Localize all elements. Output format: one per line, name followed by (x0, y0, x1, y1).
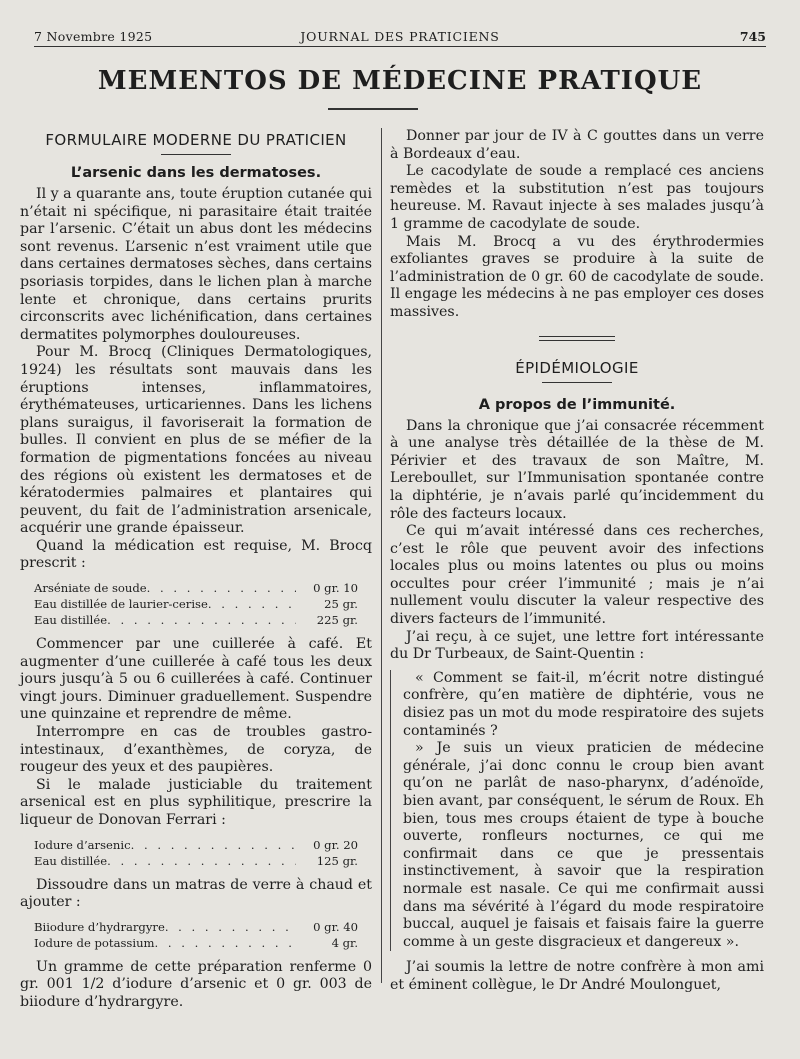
paragraph: Dans la chronique que j’ai consacrée récemment à une analyse très détaillée de la thèse de M. Périvier et des travaux de son Maître, M. Lereboullet, sur l’Immunisation spontanée contre la diphtérie, je n’avais parlé qu’incidemment du rôle des facteurs locaux. (390, 417, 764, 522)
section-rule (542, 382, 612, 383)
ingredient-name: Iodure de potassium (34, 935, 155, 950)
prescription-line (34, 837, 372, 853)
section-divider (539, 336, 615, 341)
ingredient-quantity: 25 gr. (324, 597, 358, 612)
page-title: MEMENTOS DE MÉDECINE PRATIQUE (97, 66, 703, 96)
paragraph: Commencer par une cuillerée à café. Et augmenter d’une cuillerée à café tous les deux jours jusqu’à 5 ou 6 cuillerées à café. Continuer vingt jours. Diminuer graduellement. Suspendre une quinzaine et reprendre de même. (20, 636, 372, 723)
ingredient-quantity: 125 gr. (316, 853, 358, 868)
dot-leader (165, 919, 296, 935)
paragraph: Interrompre en cas de troubles gastro-intestinaux, d’exanthèmes, de coryza, de rougeur des yeux et des paupières. (20, 724, 372, 776)
section-heading: FORMULAIRE MODERNE DU PRATICIEN (45, 131, 347, 149)
dot-leader (107, 612, 296, 628)
ingredient-quantity: 0 gr. 10 (313, 581, 358, 596)
article-title: L’arsenic dans les dermatoses. (70, 165, 322, 181)
issue-date: 7 Novembre 1925 (34, 29, 153, 44)
quoted-letter: » Je suis un vieux praticien de médecine générale, j’ai donc connu le croup bien avant qu’on ne parlât de naso-pharynx, d’adénoïde, bien avant, par conséquent, le sérum de Roux. Eh bien, tous mes croups étaient de type à bouche ouverte, ronfleurs nocturnes, ce qui me confirmait dans ce que je pressentais instinctivement, à savoir que la respiration normale est nasale. Ce qui me confirmait aussi dans ma sévérité à l’égard du mode respiratoire buccal, auquel je faisais et faisais faire la guerre comme à un geste disgracieux et dangereux ». (390, 740, 764, 951)
ingredient-quantity: 4 gr. (331, 935, 358, 950)
section-rule (161, 154, 231, 155)
dot-leader (155, 935, 296, 951)
prescription (34, 919, 372, 951)
ingredient-quantity: 0 gr. 40 (313, 919, 358, 934)
paragraph: Dissoudre dans un matras de verre à chaud et ajouter : (20, 876, 372, 911)
article-title: A propos de l’immunité. (478, 396, 676, 413)
ingredient-name: Iodure d’arsenic (34, 837, 131, 852)
prescription-line (34, 853, 372, 869)
page-number: 745 (739, 29, 766, 44)
paragraph: Si le malade justiciable du traitement arsenical est en plus syphilitique, prescrire la liqueur de Donovan Ferrari : (20, 776, 372, 828)
journal-name: JOURNAL DES PRATICIENS (300, 29, 500, 44)
paragraph: Donner par jour de IV à C gouttes dans un verre à Bordeaux d’eau. (390, 128, 764, 162)
paragraph: Il y a quarante ans, toute éruption cutanée qui n’était ni spécifique, ni parasitaire était traitée par l’arsenic. C’était un abus dont les médecins sont revenus. L’arsenic n’est vraiment utile que dans certaines dermatoses sèches, dans certains psoriasis torpides, dans le lichen plan à marche lente et chronique, dans certains prurits circonscrits avec lichénification, dans certaines dermatites polymorphes douloureuses. (20, 186, 372, 343)
ingredient-name: Arséniate de soude (34, 581, 147, 596)
ingredient-quantity: 225 gr. (316, 613, 358, 628)
ingredient-name: Eau distillée (34, 613, 108, 628)
paragraph: Mais M. Brocq a vu des érythrodermies exfoliantes graves se produire à la suite de l’administration de 0 gr. 60 de cacodylate de soude. Il engage les médecins à ne pas employer ces doses massives. (390, 233, 764, 320)
prescription-line (34, 612, 372, 628)
ingredient-name: Eau distillée (34, 853, 108, 868)
running-header (34, 29, 766, 47)
dot-leader (107, 853, 296, 869)
prescription (34, 837, 372, 869)
column-separator (381, 128, 382, 983)
dot-leader (131, 837, 296, 853)
prescription-line (34, 935, 372, 951)
paragraph: Pour M. Brocq (Cliniques Dermatologiques, 1924) les résultats sont mauvais dans les éruptions intenses, inflammatoires, érythémateuses, urticariennes. Dans les lichens plans suraigus, il favoriserait la formation de bulles. Il convient en plus de se méfier de la formation de pigmentations foncées au niveau des régions où existent les dermatoses et de kératodermies palmaires et plantaires qui peuvent, du fait de l’administration arsenicale, acquérir une grande épaisseur. (20, 344, 372, 537)
ingredient-name: Eau distillée de laurier-cerise (34, 597, 208, 612)
prescription-line (34, 580, 372, 596)
ingredient-name: Biiodure d’hydrargyre (34, 919, 165, 934)
prescription-line (34, 596, 372, 612)
paragraph: Un gramme de cette préparation renferme 0 gr. 001 1/2 d’iodure d’arsenic et 0 gr. 003 de biiodure d’hydrargyre. (20, 958, 372, 1010)
paragraph: J’ai reçu, à ce sujet, une lettre fort intéressante du Dr Turbeaux, de Saint-Quentin : (390, 628, 764, 663)
left-column (20, 128, 372, 1012)
prescription (34, 580, 372, 628)
dot-leader (147, 580, 296, 596)
dot-leader (208, 596, 296, 612)
right-column (390, 128, 764, 995)
header-rule (34, 46, 766, 47)
ingredient-quantity: 0 gr. 20 (313, 837, 358, 852)
paragraph: Le cacodylate de soude a remplacé ces anciens remèdes et la substitution n’est pas toujours heureuse. M. Ravaut injecte à ses malades jusqu’à 1 gramme de cacodylate de soude. (390, 163, 764, 232)
paragraph: J’ai soumis la lettre de notre confrère à mon ami et éminent collègue, le Dr André Moulonguet, (390, 959, 764, 993)
prescription-line (34, 919, 372, 935)
section-heading: ÉPIDÉMIOLOGIE (515, 358, 639, 377)
paragraph: Quand la médication est requise, M. Brocq prescrit : (20, 537, 372, 572)
quoted-letter: « Comment se fait-il, m’écrit notre distingué confrère, qu’en matière de diphtérie, vous ne disiez pas un mot du mode respiratoire des sujets contaminés ? (390, 670, 764, 740)
title-rule (328, 108, 418, 110)
paragraph: Ce qui m’avait intéressé dans ces recherches, c’est le rôle que peuvent avoir des infections locales plus ou moins latentes ou plus ou moins occultes pour créer l’immunité ; mais je n’ai nullement voulu discuter la valeur respective des divers facteurs de l’immunité. (390, 523, 764, 628)
